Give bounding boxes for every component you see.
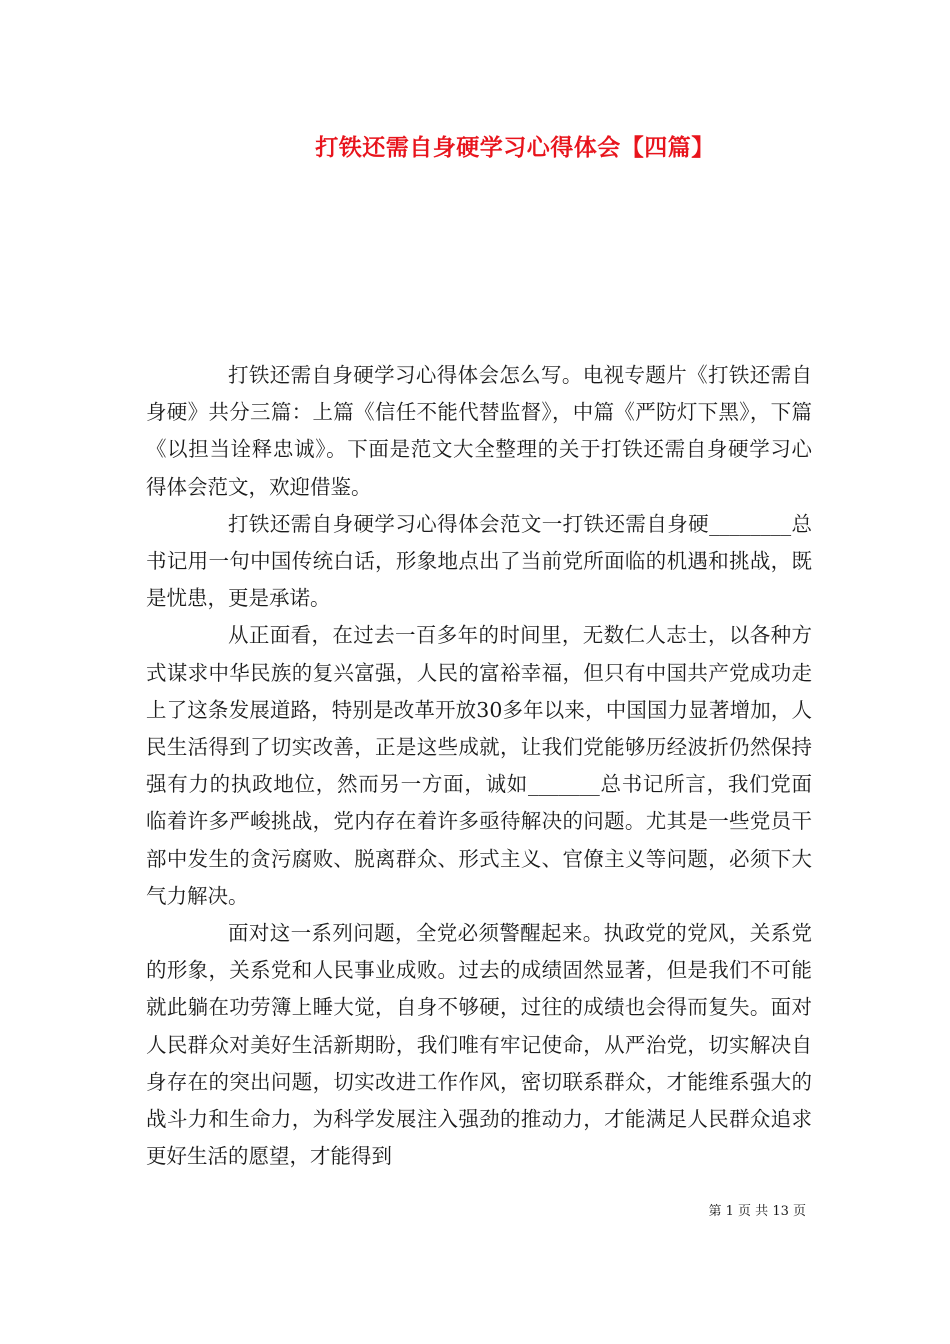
- document-title: 打铁还需自身硬学习心得体会【四篇】: [315, 134, 715, 161]
- paragraph-4: 面对这一系列问题，全党必须警醒起来。执政党的党风，关系党的形象，关系党和人民事业成败。过去的成绩固然显著，但是我们不可能就此躺在功劳簿上睡大觉，自身不够硬，过往的成绩也会得而复失。面对人民群众对美好生活新期盼，我们唯有牢记使命，从严治党，切实解决自身存在的突出问题，切实改进工作作风，密切联系群众，才能维系强大的战斗力和生命力，为科学发展注入强劲的推动力，才能满足人民群众追求更好生活的愿望，才能得到: [146, 921, 812, 1169]
- document-body: [146, 357, 812, 1175]
- page-number-footer: 第 1 页 共 13 页: [708, 1204, 806, 1219]
- paragraph-1: 打铁还需自身硬学习心得体会怎么写。电视专题片《打铁还需自身硬》共分三篇：上篇《信任不能代替监督》，中篇《严防灯下黑》，下篇《以担当诠释忠诚》。下面是范文大全整理的关于打铁还需自身硬学习心得体会范文，欢迎借鉴。: [146, 363, 812, 499]
- paragraph-3: 从正面看，在过去一百多年的时间里，无数仁人志士，以各种方式谋求中华民族的复兴富强，人民的富裕幸福，但只有中国共产党成功走上了这条发展道路，特别是改革开放30多年以来，中国国力显著增加，人民生活得到了切实改善，正是这些成就，让我们党能够历经波折仍然保持强有力的执政地位，然而另一方面，诚如_______总书记所言，我们党面临着许多严峻挑战，党内存在着许多亟待解决的问题。尤其是一些党员干部中发生的贪污腐败、脱离群众、形式主义、官僚主义等问题，必须下大气力解决。: [146, 623, 812, 908]
- paragraph-2: 打铁还需自身硬学习心得体会范文一打铁还需自身硬________总书记用一句中国传统白话，形象地点出了当前党所面临的机遇和挑战，既是忧患，更是承诺。: [146, 511, 812, 611]
